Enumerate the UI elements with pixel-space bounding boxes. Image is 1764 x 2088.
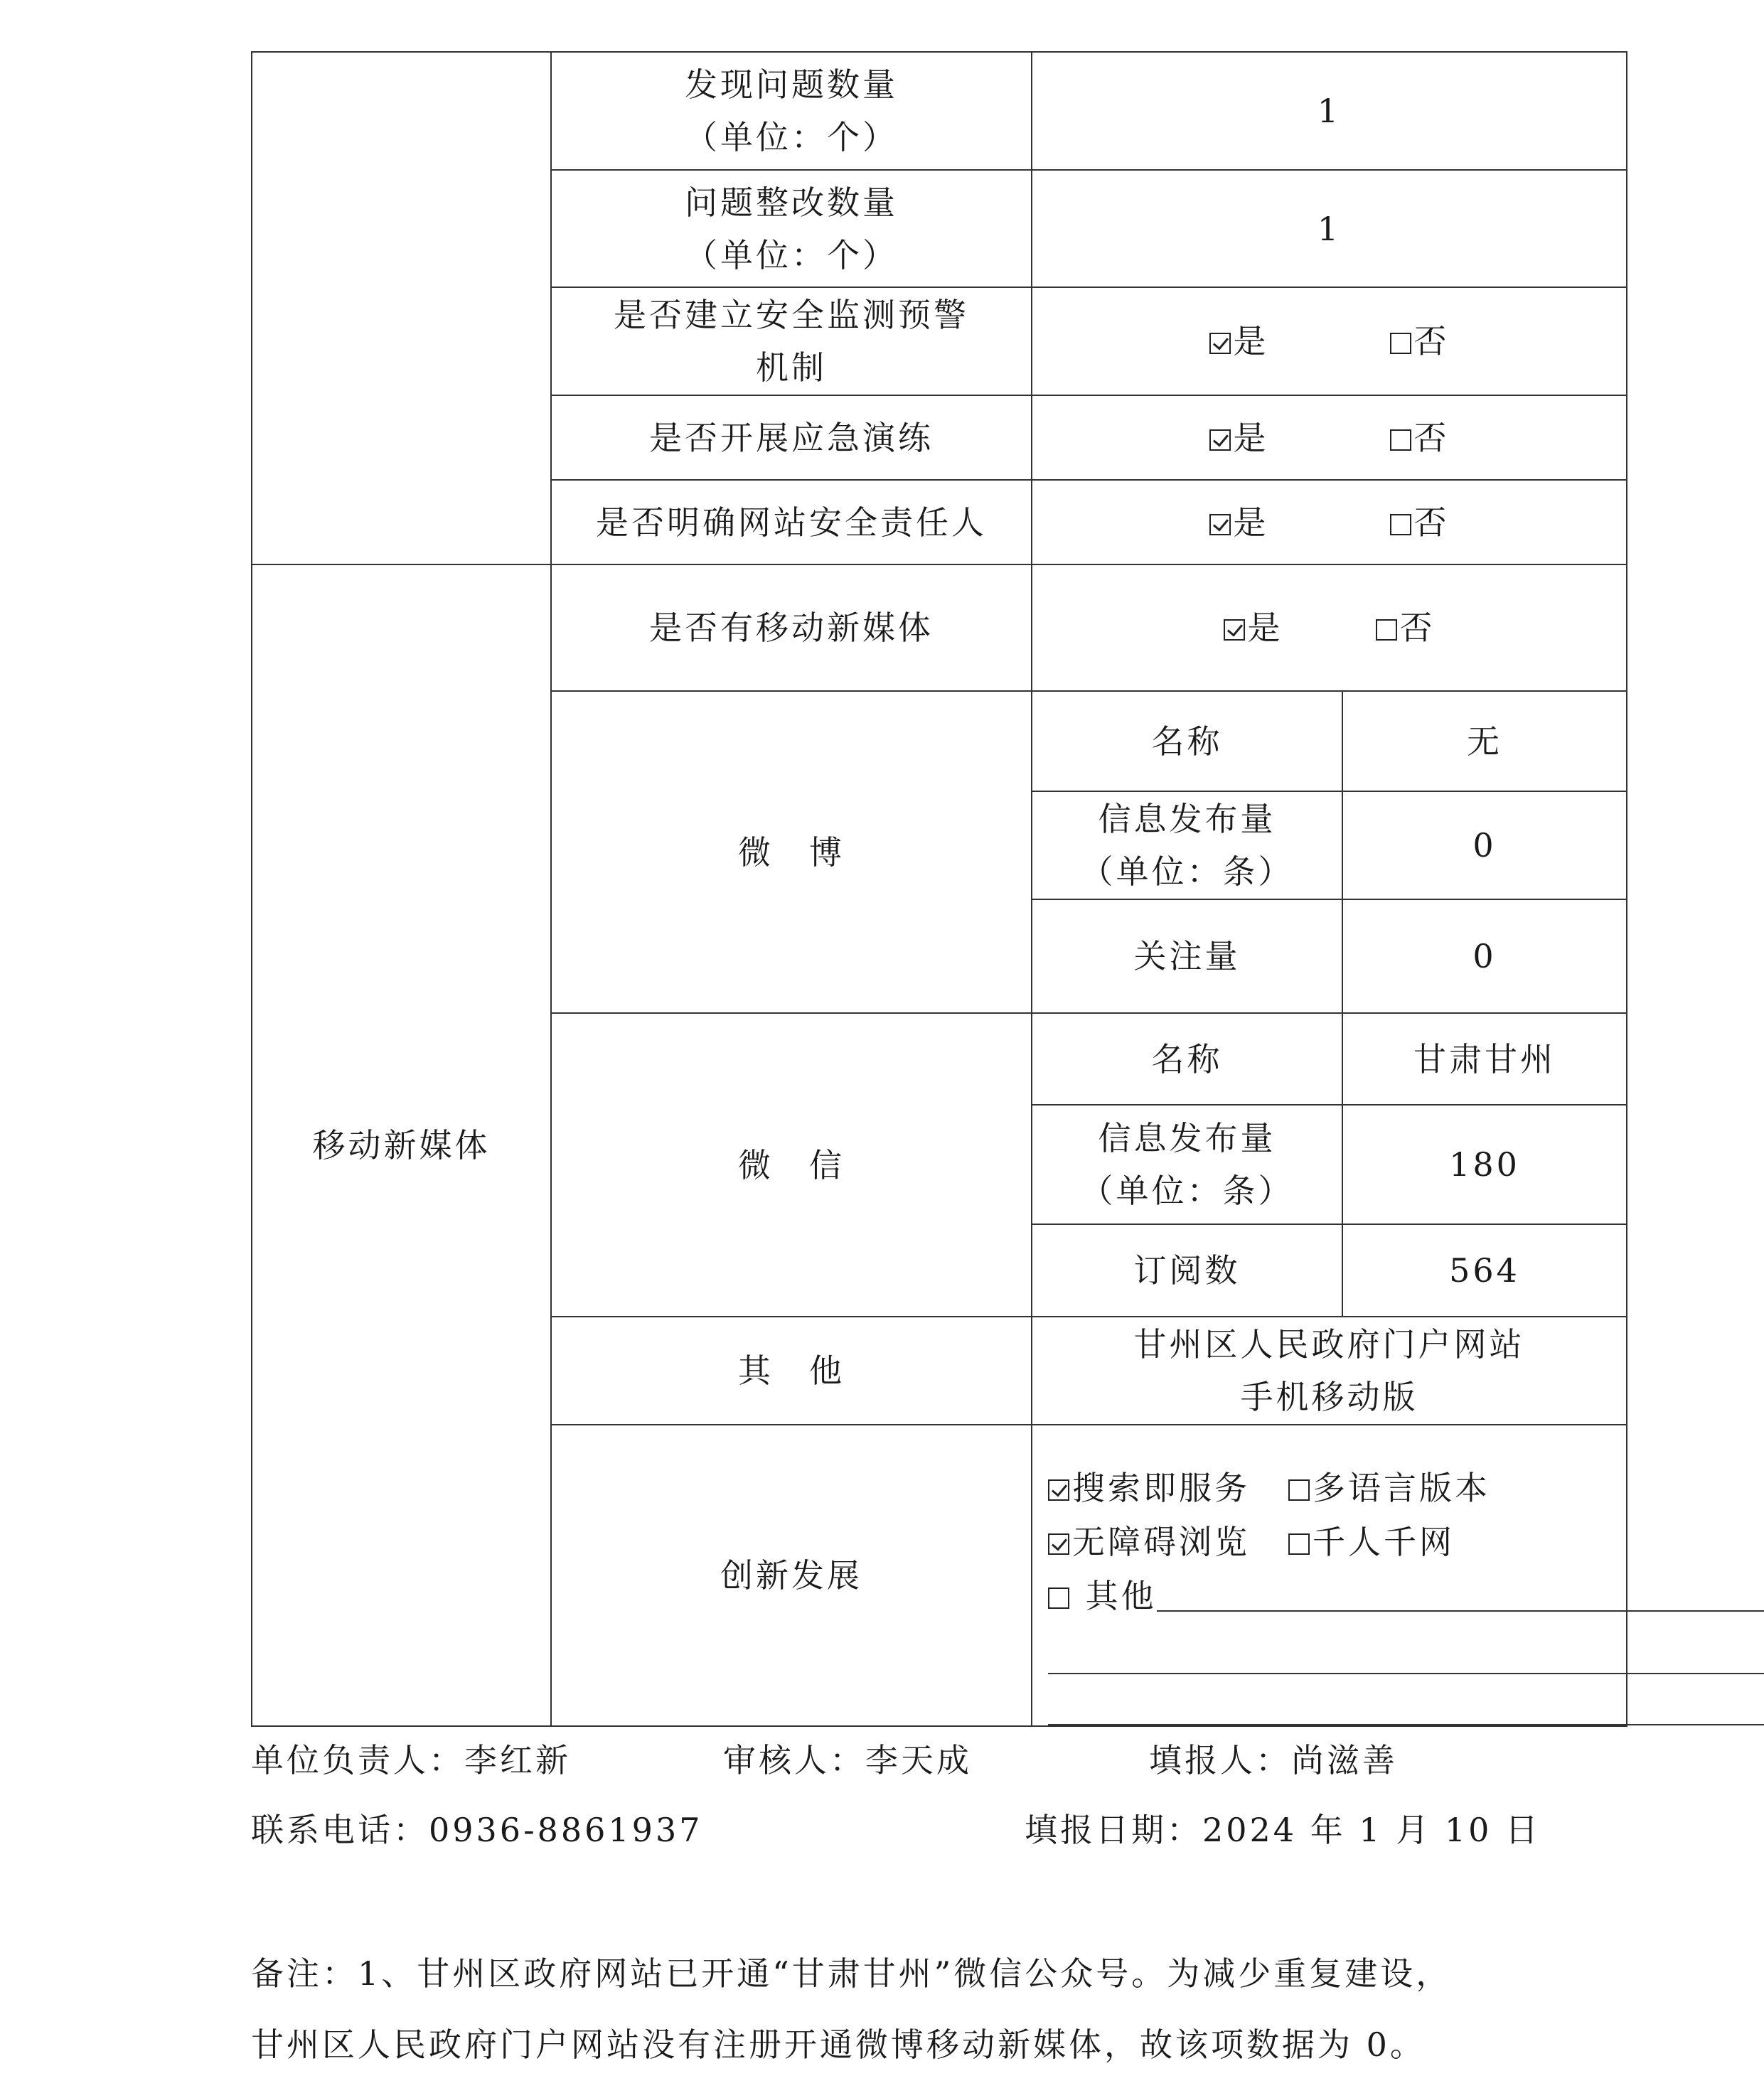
contact-phone: 联系电话：0936-8861937 [251,1811,703,1849]
wechat-posts-value: 180 [1342,1105,1627,1224]
search-service-label: 搜索即服务 [1072,1469,1250,1507]
weibo-followers-label: 关注量 [1032,899,1342,1013]
security-section-cell [252,52,551,564]
responsible-yes-checkbox[interactable] [1209,514,1231,535]
has-media-yes-checkbox[interactable] [1224,619,1245,641]
weibo-posts-value: 0 [1342,791,1627,899]
problems-fixed-label: 问题整改数量 （单位：个） [551,170,1032,287]
monitoring-choice [1032,287,1627,395]
yes-label: 是 [1247,609,1283,647]
wechat-name-label: 名称 [1032,1013,1342,1105]
drill-no-checkbox[interactable] [1390,429,1411,451]
no-label: 否 [1413,322,1450,360]
monitoring-no-checkbox[interactable] [1390,333,1411,354]
problems-found-label: 发现问题数量 （单位：个） [551,52,1032,170]
note-line-2: 甘州区人民政府门户网站没有注册开通微博移动新媒体，故该项数据为 0。 [251,2025,1426,2064]
other-innovation-label: 其他 [1085,1577,1157,1615]
other-media-label: 其 他 [551,1317,1032,1425]
yes-label: 是 [1233,322,1269,360]
weibo-name-value: 无 [1342,691,1627,791]
responsible-label: 是否明确网站安全责任人 [551,480,1032,564]
has-media-choice [1032,564,1627,691]
monitoring-yes-checkbox[interactable] [1209,333,1231,354]
responsible-choice [1032,480,1627,564]
problems-found-value: 1 [1032,52,1627,170]
multilingual-checkbox[interactable] [1288,1479,1310,1501]
multilingual-label: 多语言版本 [1313,1469,1490,1507]
weibo-name-label: 名称 [1032,691,1342,791]
has-media-label: 是否有移动新媒体 [551,564,1032,691]
yes-label: 是 [1233,503,1269,542]
wechat-subs-value: 564 [1342,1224,1627,1317]
has-media-no-checkbox[interactable] [1376,619,1397,641]
personalized-checkbox[interactable] [1288,1533,1310,1555]
problems-fixed-value: 1 [1032,170,1627,287]
search-service-checkbox[interactable] [1048,1479,1069,1501]
accessibility-label: 无障碍浏览 [1072,1523,1250,1561]
unit-head: 单位负责人：李红新 [251,1741,571,1779]
yes-label: 是 [1233,418,1269,457]
drill-label: 是否开展应急演练 [551,395,1032,480]
drill-yes-checkbox[interactable] [1209,429,1231,451]
media-section-label: 移动新媒体 [252,564,551,1726]
personalized-label: 千人千网 [1313,1523,1455,1561]
report-date: 填报日期：2024 年 1 月 10 日 [1025,1811,1541,1849]
other-innovation-input[interactable] [1157,1582,1764,1612]
report-table [251,51,1627,1727]
weibo-followers-value: 0 [1342,899,1627,1013]
other-media-value: 甘州区人民政府门户网站 手机移动版 [1032,1317,1627,1425]
accessibility-checkbox[interactable] [1048,1533,1069,1555]
blank-line [1048,1724,1764,1725]
wechat-subs-label: 订阅数 [1032,1224,1342,1317]
filler: 填报人：尚滋善 [1149,1741,1398,1779]
other-innovation-checkbox[interactable] [1048,1588,1069,1609]
wechat-posts-label: 信息发布量 （单位：条） [1032,1105,1342,1224]
reviewer: 审核人：李天成 [723,1741,972,1779]
innovation-options [1032,1425,1627,1726]
weibo-posts-label: 信息发布量 （单位：条） [1032,791,1342,899]
monitoring-label: 是否建立安全监测预警 机制 [551,287,1032,395]
wechat-name-value: 甘肃甘州 [1342,1013,1627,1105]
no-label: 否 [1413,503,1450,542]
no-label: 否 [1413,418,1450,457]
blank-line [1048,1673,1764,1674]
wechat-label: 微 信 [551,1013,1032,1317]
innovation-section-label: 创新发展 [551,1425,1032,1726]
no-label: 否 [1399,609,1436,647]
drill-choice [1032,395,1627,480]
responsible-no-checkbox[interactable] [1390,514,1411,535]
weibo-label: 微 博 [551,691,1032,1013]
note-line-1: 备注：1、甘州区政府网站已开通“甘肃甘州”微信公众号。为减少重复建设， [251,1954,1452,1993]
